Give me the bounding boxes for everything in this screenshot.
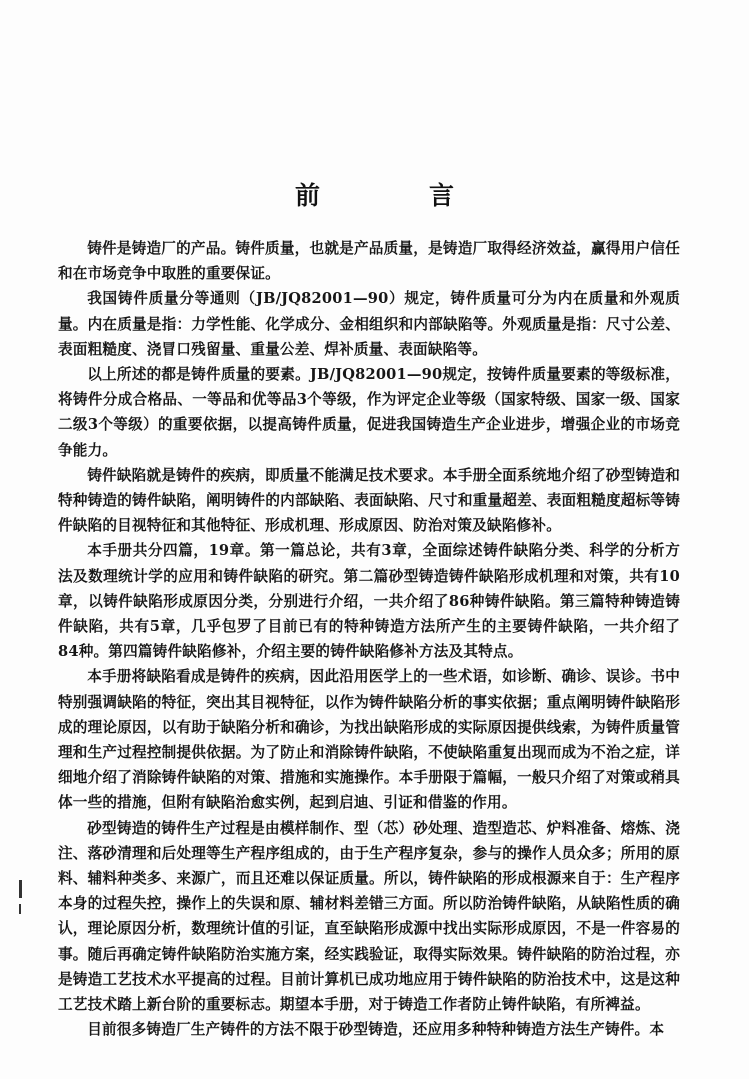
paragraph-1: 铸件是铸造厂的产品。铸件质量，也就是产品质量，是铸造厂取得经济效益，赢得用户信任和在市场竞争中取胜的重要保证。 xyxy=(58,240,680,283)
paragraph-3: 以上所述的都是铸件质量的要素。JB/JQ82001—90规定，按铸件质量要素的等级标准，将铸件分成合格品、一等品和优等品3个等级，作为评定企业等级（国家特级、国家一级、国家二级3个等级）的重要依据，以提高铸件质量，促进我国铸造生产企业进步，增强企业的市场竞争能力。 xyxy=(58,366,680,459)
paragraph-5: 本手册共分四篇，19章。第一篇总论，共有3章，全面综述铸件缺陷分类、科学的分析方法及数理统计学的应用和铸件缺陷的研究。第二篇砂型铸造铸件缺陷形成机理和对策，共有10章，以铸件缺陷形成原因分类，分别进行介绍，一共介绍了86种铸件缺陷。第三篇特种铸造铸件缺陷，共有5章，几乎包罗了目前已有的特种铸造方法所产生的主要铸件缺陷，一共介绍了84种。第四篇铸件缺陷修补，介绍主要的铸件缺陷修补方法及其特点。 xyxy=(58,542,680,661)
paragraph-8: 目前很多铸造厂生产铸件的方法不限于砂型铸造，还应用多种特种铸造方法生产铸件。本 xyxy=(87,1021,665,1039)
page-title: 前 言 xyxy=(294,181,496,210)
paragraph-2: 我国铸件质量分等通则（JB/JQ82001—90）规定，铸件质量可分为内在质量和外观质量。内在质量是指：力学性能、化学成分、金相组织和内部缺陷等。外观质量是指：尺寸公差、表面粗糙度、浇冒口残留量、重量公差、焊补质量、表面缺陷等。 xyxy=(58,290,680,358)
paragraph-6: 本手册将缺陷看成是铸件的疾病，因此沿用医学上的一些术语，如诊断、确诊、误诊。书中特别强调缺陷的特征，突出其目视特征，以作为铸件缺陷分析的事实依据；重点阐明铸件缺陷形成的理论原因，以有助于缺陷分析和确诊，为找出缺陷形成的实际原因提供线索，为铸件质量管理和生产过程控制提供依据。为了防止和消除铸件缺陷，不使缺陷重复出现而成为不治之症，详细地介绍了消除铸件缺陷的对策、措施和实施操作。本手册限于篇幅，一般只介绍了对策或稍具体一些的措施，但附有缺陷治愈实例，起到启迪、引证和借鉴的作用。 xyxy=(58,668,680,812)
paragraph-4: 铸件缺陷就是铸件的疾病，即质量不能满足技术要求。本手册全面系统地介绍了砂型铸造和特种铸造的铸件缺陷，阐明铸件的内部缺陷、表面缺陷、尺寸和重量超差、表面粗糙度超标等铸件缺陷的目视特征和其他特征、形成机理、形成原因、防治对策及缺陷修补。 xyxy=(58,466,680,535)
preface-body xyxy=(58,236,680,1043)
paragraph-7: 砂型铸造的铸件生产过程是由模样制作、型（芯）砂处理、造型造芯、炉料准备、熔炼、浇注、落砂清理和后处理等生产程序组成的，由于生产程序复杂，参与的操作人员众多；所用的原料、辅料种类多、来源广，而且还难以保证质量。所以，铸件缺陷的形成根源来自于：生产程序本身的过程失控，操作上的失误和原、辅材料差错三方面。所以防治铸件缺陷，从缺陷性质的确认，理论原因分析，数理统计值的引证，直至缺陷形成源中找出实际形成原因，不是一件容易的事。随后再确定铸件缺陷防治实施方案，经实践验证，取得实际效果。铸件缺陷的防治过程，亦是铸造工艺技术水平提高的过程。目前计算机已成功地应用于铸件缺陷的防治技术中，这是这种工艺技术踏上新台阶的重要标志。期望本手册，对于铸造工作者防止铸件缺陷，有所裨益。 xyxy=(58,819,680,1014)
scan-margin-mark xyxy=(19,880,22,898)
scan-margin-mark xyxy=(19,904,21,914)
